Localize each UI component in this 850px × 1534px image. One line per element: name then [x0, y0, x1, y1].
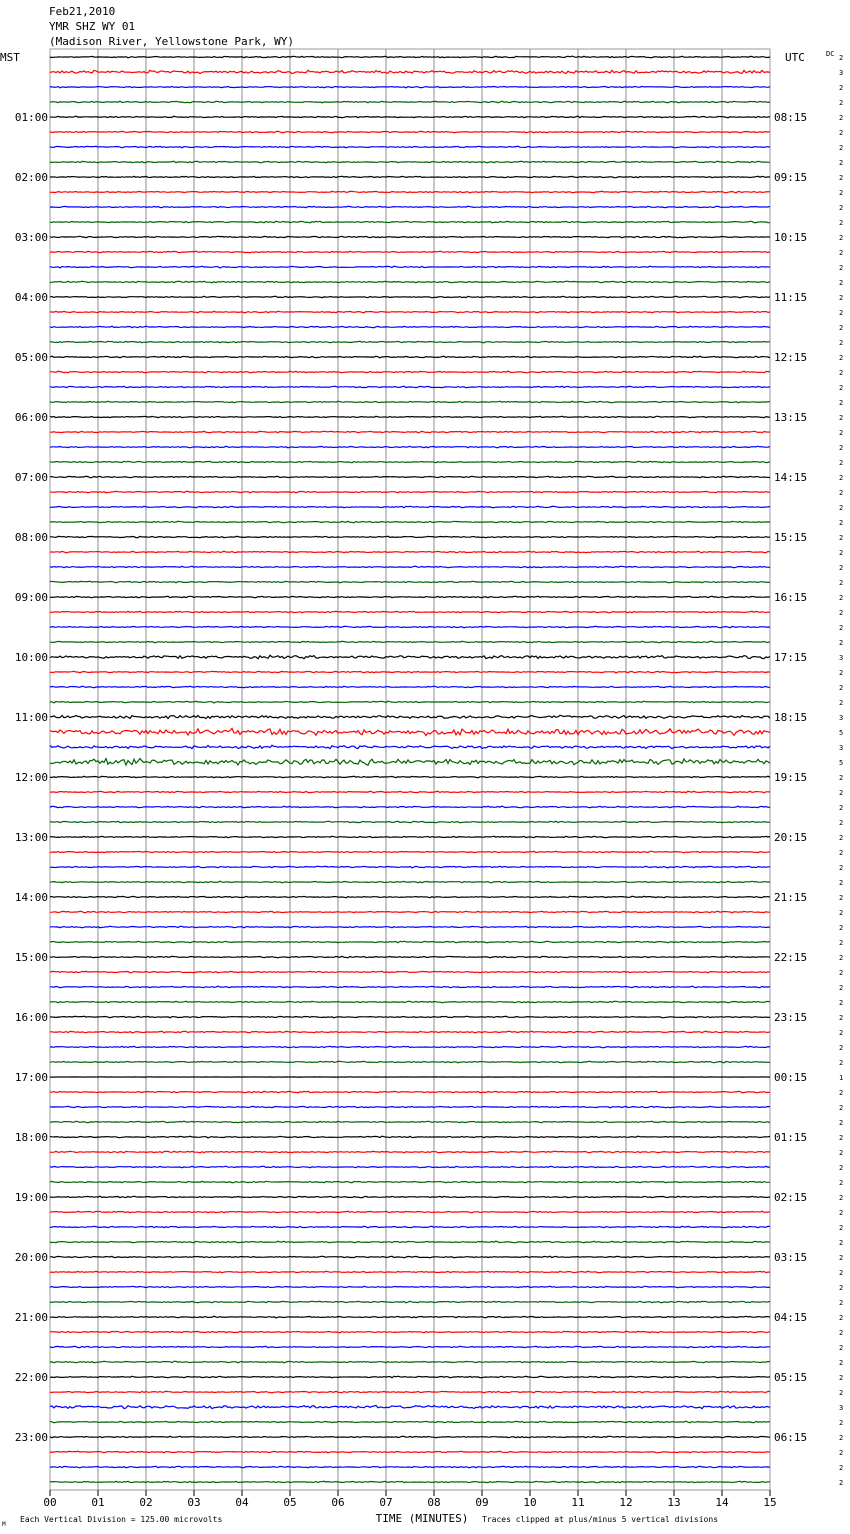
seismic-trace: [50, 1016, 770, 1018]
seismic-trace: [50, 176, 770, 177]
seismic-trace: [50, 821, 770, 823]
right-hour-label: 05:15: [774, 1371, 808, 1384]
dc-value: 2: [839, 1479, 844, 1487]
seismic-trace: [50, 1046, 770, 1047]
seismic-trace: [50, 266, 770, 268]
right-hour-label: 20:15: [774, 831, 808, 844]
seismic-trace: [50, 1106, 770, 1108]
left-hour-label: 21:00: [14, 1311, 48, 1324]
right-hour-label: 09:15: [774, 171, 808, 184]
seismic-trace: [50, 1031, 770, 1033]
seismic-trace: [50, 686, 770, 688]
left-hour-label: 15:00: [14, 951, 48, 964]
x-tick-label: 09: [475, 1496, 489, 1509]
right-hour-label: 03:15: [774, 1251, 808, 1264]
seismic-trace: [50, 551, 770, 553]
seismic-trace: [50, 1331, 770, 1333]
dc-value: 2: [839, 999, 844, 1007]
seismic-trace: [50, 461, 770, 463]
seismic-trace: [50, 759, 770, 766]
seismic-trace: [50, 296, 770, 298]
seismic-trace: [50, 341, 770, 342]
dc-value: 2: [839, 1284, 844, 1292]
dc-value: 2: [839, 579, 844, 587]
seismic-trace: [50, 191, 770, 193]
seismic-trace: [50, 431, 770, 433]
dc-value: 2: [839, 684, 844, 692]
dc-value: 2: [839, 279, 844, 287]
right-hour-label: 02:15: [774, 1191, 808, 1204]
x-tick-label: 05: [283, 1496, 297, 1509]
dc-value: 2: [839, 204, 844, 212]
dc-value: 2: [839, 1029, 844, 1037]
dc-value: 2: [839, 1134, 844, 1142]
seismic-trace: [50, 70, 770, 73]
right-hour-label: 14:15: [774, 471, 808, 484]
seismic-trace: [50, 476, 770, 478]
seismic-trace: [50, 866, 770, 868]
seismic-trace: [50, 1256, 770, 1258]
dc-value: 2: [839, 594, 844, 602]
dc-value: 3: [839, 1404, 844, 1412]
seismic-trace: [50, 745, 770, 748]
dc-value: 2: [839, 309, 844, 317]
right-hour-label: 16:15: [774, 591, 808, 604]
right-hour-label: 13:15: [774, 411, 808, 424]
seismic-trace: [50, 1405, 770, 1408]
left-hour-label: 09:00: [14, 591, 48, 604]
dc-value: 2: [839, 144, 844, 152]
seismic-trace: [50, 1091, 770, 1093]
left-hour-label: 18:00: [14, 1131, 48, 1144]
x-axis-label: TIME (MINUTES): [375, 1512, 469, 1525]
seismic-trace: [50, 1061, 770, 1063]
seismic-trace: [50, 281, 770, 283]
right-hour-label: 21:15: [774, 891, 808, 904]
station-location: (Madison River, Yellowstone Park, WY): [49, 35, 295, 48]
seismic-trace: [50, 416, 770, 417]
seismic-trace: [50, 326, 770, 328]
seismic-trace: [50, 311, 770, 313]
dc-value: 2: [839, 1434, 844, 1442]
dc-value: 2: [839, 534, 844, 542]
dc-value: 2: [839, 639, 844, 647]
seismic-trace: [50, 671, 770, 673]
right-hour-label: 06:15: [774, 1431, 808, 1444]
seismic-trace: [50, 386, 770, 388]
dc-value: 2: [839, 324, 844, 332]
clipping-note: Traces clipped at plus/minus 5 vertical divisions: [482, 1515, 719, 1524]
x-tick-label: 02: [139, 1496, 153, 1509]
seismic-trace: [50, 1121, 770, 1123]
seismic-trace: [50, 1391, 770, 1393]
dc-value: 2: [839, 1329, 844, 1337]
dc-value: 2: [839, 834, 844, 842]
dc-value: 2: [839, 399, 844, 407]
seismic-trace: [50, 641, 770, 642]
seismic-trace: [50, 1316, 770, 1318]
right-hour-label: 00:15: [774, 1071, 808, 1084]
seismic-trace: [50, 596, 770, 598]
dc-value: 2: [839, 489, 844, 497]
dc-value: 5: [839, 729, 844, 737]
dc-value: 2: [839, 564, 844, 572]
dc-value: 2: [839, 1149, 844, 1157]
seismic-trace: [50, 1226, 770, 1228]
dc-value: 2: [839, 459, 844, 467]
dc-value: 2: [839, 219, 844, 227]
left-hour-label: 14:00: [14, 891, 48, 904]
x-tick-label: 06: [331, 1496, 345, 1509]
dc-value: 2: [839, 1314, 844, 1322]
seismic-trace: [50, 1001, 770, 1002]
seismic-trace: [50, 986, 770, 988]
dc-value: 2: [839, 819, 844, 827]
dc-value: 2: [839, 189, 844, 197]
seismic-trace: [50, 1346, 770, 1348]
seismic-trace: [50, 251, 770, 253]
dc-value: 2: [839, 429, 844, 437]
dc-value: 2: [839, 249, 844, 257]
left-hour-label: 19:00: [14, 1191, 48, 1204]
seismic-trace: [50, 101, 770, 103]
dc-value: 2: [839, 159, 844, 167]
dc-value: 2: [839, 1224, 844, 1232]
seismic-trace: [50, 116, 770, 118]
x-tick-label: 07: [379, 1496, 393, 1509]
dc-value: 2: [839, 1014, 844, 1022]
seismic-trace: [50, 536, 770, 538]
seismic-trace: [50, 1421, 770, 1423]
dc-value: 2: [839, 1179, 844, 1187]
seismic-trace: [50, 655, 770, 658]
dc-value: 2: [839, 369, 844, 377]
dc-value: 2: [839, 954, 844, 962]
left-hour-label: 02:00: [14, 171, 48, 184]
seismic-trace: [50, 566, 770, 567]
seismic-trace: [50, 701, 770, 703]
left-hour-label: 04:00: [14, 291, 48, 304]
left-hour-label: 07:00: [14, 471, 48, 484]
right-hour-label: 17:15: [774, 651, 808, 664]
seismic-trace: [50, 1181, 770, 1183]
dc-value: 2: [839, 1374, 844, 1382]
x-tick-label: 08: [427, 1496, 441, 1509]
seismic-trace: [50, 1466, 770, 1468]
seismic-trace: [50, 611, 770, 612]
seismic-trace: [50, 941, 770, 943]
seismic-trace: [50, 956, 770, 958]
dc-value: 2: [839, 1119, 844, 1127]
left-hour-label: 11:00: [14, 711, 48, 724]
dc-value: 2: [839, 789, 844, 797]
dc-value: 2: [839, 414, 844, 422]
dc-value: 2: [839, 849, 844, 857]
dc-value: 2: [839, 54, 844, 62]
dc-value: 2: [839, 234, 844, 242]
dc-value: 2: [839, 624, 844, 632]
seismic-trace: [50, 506, 770, 508]
left-hour-label: 01:00: [14, 111, 48, 124]
seismic-trace: [50, 1196, 770, 1198]
left-hour-label: 08:00: [14, 531, 48, 544]
dc-value: 2: [839, 114, 844, 122]
dc-value: 2: [839, 1044, 844, 1052]
seismic-trace: [50, 1166, 770, 1168]
left-hour-label: 12:00: [14, 771, 48, 784]
seismic-trace: [50, 146, 770, 148]
seismic-trace: [50, 626, 770, 628]
dc-value: 2: [839, 504, 844, 512]
dc-value: 2: [839, 774, 844, 782]
seismic-trace: [50, 1301, 770, 1303]
dc-value: 2: [839, 294, 844, 302]
seismic-trace: [50, 728, 770, 735]
seismic-trace: [50, 971, 770, 973]
seismic-trace: [50, 1211, 770, 1213]
seismic-trace: [50, 446, 770, 448]
seismic-trace: [50, 356, 770, 358]
dc-value: 2: [839, 1164, 844, 1172]
seismic-trace: [50, 851, 770, 852]
dc-value: 2: [839, 804, 844, 812]
right-hour-label: 10:15: [774, 231, 808, 244]
dc-value: 2: [839, 1359, 844, 1367]
dc-value: 2: [839, 1239, 844, 1247]
left-hour-label: 23:00: [14, 1431, 48, 1444]
seismic-trace: [50, 1271, 770, 1272]
dc-value: 2: [839, 699, 844, 707]
seismic-trace: [50, 56, 770, 58]
seismic-trace: [50, 1361, 770, 1363]
left-hour-label: 17:00: [14, 1071, 48, 1084]
seismic-trace: [50, 896, 770, 898]
dc-value: 2: [839, 864, 844, 872]
station-code: YMR SHZ WY 01: [49, 20, 136, 33]
dc-value: 2: [839, 1389, 844, 1397]
dc-value: 2: [839, 609, 844, 617]
dc-value: 2: [839, 1089, 844, 1097]
dc-value: 2: [839, 549, 844, 557]
seismic-trace: [50, 86, 770, 87]
dc-value: 2: [839, 1194, 844, 1202]
dc-value: 3: [839, 654, 844, 662]
dc-value: 2: [839, 1254, 844, 1262]
dc-value: 3: [839, 744, 844, 752]
dc-value: 2: [839, 1449, 844, 1457]
record-date: Feb21,2010: [49, 5, 116, 18]
dc-value: 2: [839, 84, 844, 92]
dc-value: 2: [839, 519, 844, 527]
dc-value: 2: [839, 894, 844, 902]
right-hour-label: 12:15: [774, 351, 808, 364]
dc-value: 2: [839, 99, 844, 107]
dc-value: 2: [839, 924, 844, 932]
right-hour-label: 22:15: [774, 951, 808, 964]
seismic-trace: [50, 926, 770, 928]
dc-value: 2: [839, 1209, 844, 1217]
dc-value: 1: [839, 1074, 844, 1082]
dc-value: 2: [839, 1059, 844, 1067]
seismic-trace: [50, 131, 770, 132]
x-tick-label: 14: [715, 1496, 729, 1509]
right-hour-label: 23:15: [774, 1011, 808, 1024]
dc-value: 2: [839, 174, 844, 182]
plot-frame: [50, 49, 770, 1490]
seismic-trace: [50, 1136, 770, 1138]
left-hour-label: 16:00: [14, 1011, 48, 1024]
seismic-trace: [50, 1436, 770, 1437]
seismic-trace: [50, 1376, 770, 1378]
dc-value: 2: [839, 939, 844, 947]
dc-value: 2: [839, 474, 844, 482]
dc-value: 2: [839, 669, 844, 677]
dc-label: DC: [826, 50, 835, 58]
x-tick-label: 10: [523, 1496, 537, 1509]
x-tick-label: 01: [91, 1496, 105, 1509]
x-tick-label: 13: [667, 1496, 681, 1509]
right-timezone-label: UTC: [785, 51, 805, 64]
seismic-trace: [50, 371, 770, 373]
footer-mark: M: [2, 1521, 6, 1528]
seismic-trace: [50, 836, 770, 837]
right-hour-label: 04:15: [774, 1311, 808, 1324]
x-tick-label: 15: [763, 1496, 777, 1509]
dc-value: 2: [839, 444, 844, 452]
seismic-trace: [50, 806, 770, 808]
seismic-trace: [50, 206, 770, 207]
left-hour-label: 20:00: [14, 1251, 48, 1264]
dc-value: 2: [839, 1464, 844, 1472]
seismic-trace: [50, 491, 770, 493]
seismic-trace: [50, 236, 770, 238]
seismic-trace: [50, 401, 770, 402]
dc-value: 2: [839, 1299, 844, 1307]
dc-value: 2: [839, 354, 844, 362]
seismic-trace: [50, 1481, 770, 1482]
vertical-division-note: Each Vertical Division = 125.00 microvolts: [20, 1515, 223, 1524]
left-timezone-label: MST: [0, 51, 20, 64]
seismic-trace: [50, 521, 770, 523]
dc-value: 3: [839, 714, 844, 722]
right-hour-label: 19:15: [774, 771, 808, 784]
dc-value: 2: [839, 129, 844, 137]
dc-value: 2: [839, 264, 844, 272]
left-hour-label: 05:00: [14, 351, 48, 364]
dc-value: 2: [839, 1104, 844, 1112]
dc-value: 2: [839, 1269, 844, 1277]
seismic-trace: [50, 581, 770, 583]
seismic-trace: [50, 221, 770, 223]
left-hour-label: 13:00: [14, 831, 48, 844]
x-tick-label: 12: [619, 1496, 633, 1509]
right-hour-label: 01:15: [774, 1131, 808, 1144]
left-hour-label: 10:00: [14, 651, 48, 664]
seismic-trace: [50, 776, 770, 778]
x-tick-label: 00: [43, 1496, 57, 1509]
x-tick-label: 04: [235, 1496, 249, 1509]
seismic-trace: [50, 1241, 770, 1243]
dc-value: 2: [839, 969, 844, 977]
seismic-trace: [50, 791, 770, 793]
x-tick-label: 03: [187, 1496, 201, 1509]
dc-value: 2: [839, 879, 844, 887]
x-tick-label: 11: [571, 1496, 585, 1509]
dc-value: 5: [839, 759, 844, 767]
seismic-trace: [50, 911, 770, 913]
seismic-trace: [50, 1286, 770, 1287]
right-hour-label: 11:15: [774, 291, 808, 304]
left-hour-label: 22:00: [14, 1371, 48, 1384]
right-hour-label: 18:15: [774, 711, 808, 724]
seismic-trace: [50, 1151, 770, 1153]
seismic-trace: [50, 161, 770, 163]
dc-value: 2: [839, 984, 844, 992]
seismic-trace: [50, 715, 770, 718]
dc-value: 2: [839, 909, 844, 917]
left-hour-label: 06:00: [14, 411, 48, 424]
left-hour-label: 03:00: [14, 231, 48, 244]
dc-value: 2: [839, 384, 844, 392]
right-hour-label: 15:15: [774, 531, 808, 544]
dc-value: 2: [839, 1419, 844, 1427]
seismic-trace: [50, 1451, 770, 1453]
right-hour-label: 08:15: [774, 111, 808, 124]
dc-value: 2: [839, 1344, 844, 1352]
dc-value: 2: [839, 339, 844, 347]
dc-value: 3: [839, 69, 844, 77]
seismic-trace: [50, 881, 770, 883]
